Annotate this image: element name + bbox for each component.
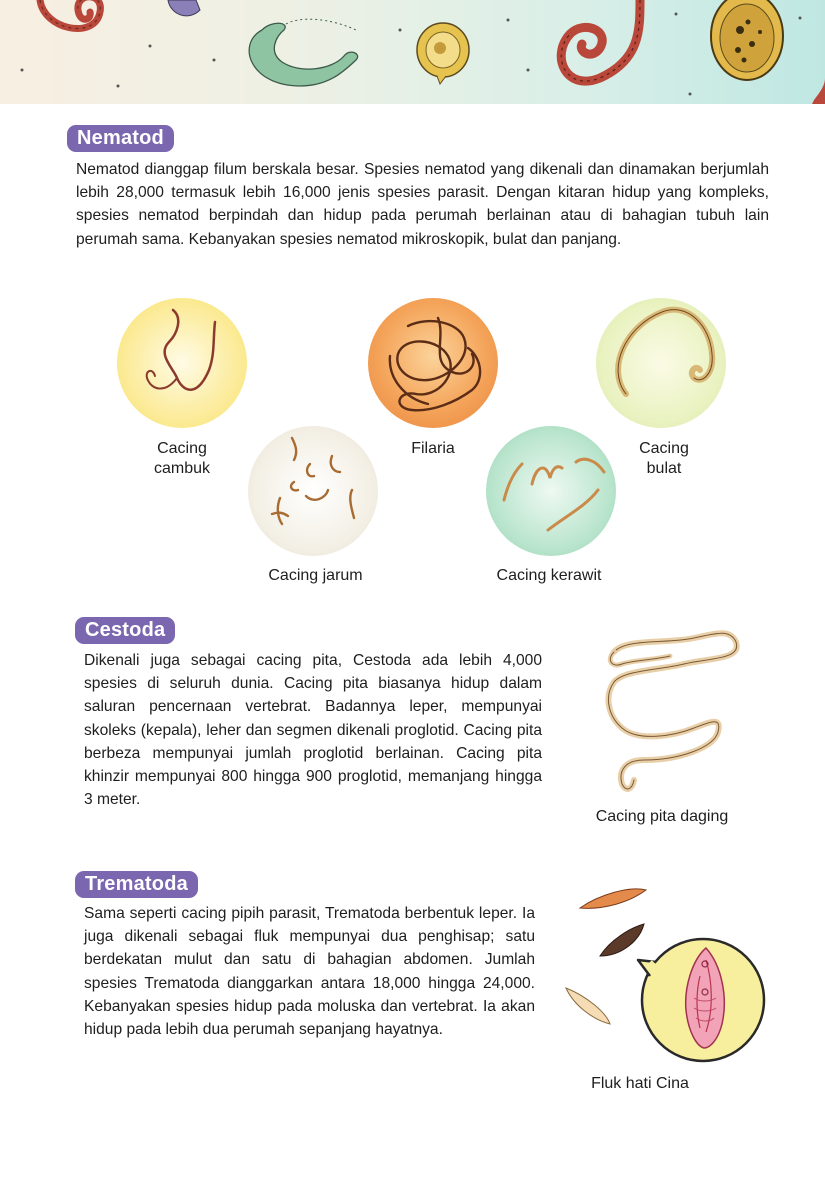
filaria-circle [368,298,498,428]
caption-cacing-cambuk-1: Cacing [157,440,207,457]
pinworm-icon [248,426,378,556]
filaria-icon [368,298,498,428]
roundworm-icon [596,298,726,428]
caption-cacing-kerawit: Cacing kerawit [496,567,602,584]
hookworm-circle [486,426,616,556]
cestoda-paragraph: Dikenali juga sebagai cacing pita, Cestoda ada lebih 4,000 spesies di seluruh dunia. Cacing pita biasanya hidup dalam saluran pencernaan vertebrat. Badannya leper, mempunyai skoleks (kepala), leher dan segmen dikenali proglotid. Cacing pita berbeza mempunyai jumlah proglotid berlainan. Cacing pita khinzir mempunyai 800 hingga 900 proglotid, memanjang hingga 3 meter. [84,652,542,809]
section-heading-nematod: Nematod [67,125,174,152]
caption-cacing-bulat-2: bulat [646,460,682,477]
caption-filaria: Filaria [411,440,455,457]
trematoda-paragraph: Sama seperti cacing pipih parasit, Trematoda berbentuk leper. Ia juga dikenali sebagai fluk mempunyai dua penghisap; satu berdekatan mulut dan satu di bahagian abdomen. Jumlah spesies Trematoda dianggarkan antara 18,000 hingga 24,000. Kebanyakan spesies hidup pada moluska dan vertebrat. Ia akan hidup pada lebih dua perumah sepanjang hayatnya. [84,905,535,1039]
pinworm-circle [248,426,378,556]
section-heading-cestoda: Cestoda [75,617,175,644]
caption-cacing-jarum: Cacing jarum [268,567,363,584]
nematod-paragraph: Nematod dianggap filum berskala besar. Spesies nematod yang dikenali dan dinamakan berjumlah lebih 28,000 termasuk lebih 16,000 jenis spesies parasit. Dengan kitaran hidup yang kompleks, spesies nematod berpindah dan hidup pada perumah berlainan atau di bahagian tubuh lain perumah sama. Kebanyakan spesies nematod mikroskopik, bulat dan panjang. [76,161,769,248]
parasite-illustration-banner [0,0,825,104]
decorative-banner [0,0,825,104]
section-heading-trematoda: Trematoda [75,871,198,898]
liver-fluke-illustration [560,880,800,1080]
hookworm-icon [486,426,616,556]
roundworm-circle [596,298,726,428]
tapeworm-illustration [598,620,748,800]
whipworm-icon [117,298,247,428]
whipworm-circle [117,298,247,428]
caption-fluk-hati-cina: Fluk hati Cina [591,1075,689,1092]
caption-cacing-pita-daging: Cacing pita daging [595,808,729,825]
caption-cacing-cambuk-2: cambuk [153,460,211,477]
caption-cacing-bulat-1: Cacing [639,440,689,457]
